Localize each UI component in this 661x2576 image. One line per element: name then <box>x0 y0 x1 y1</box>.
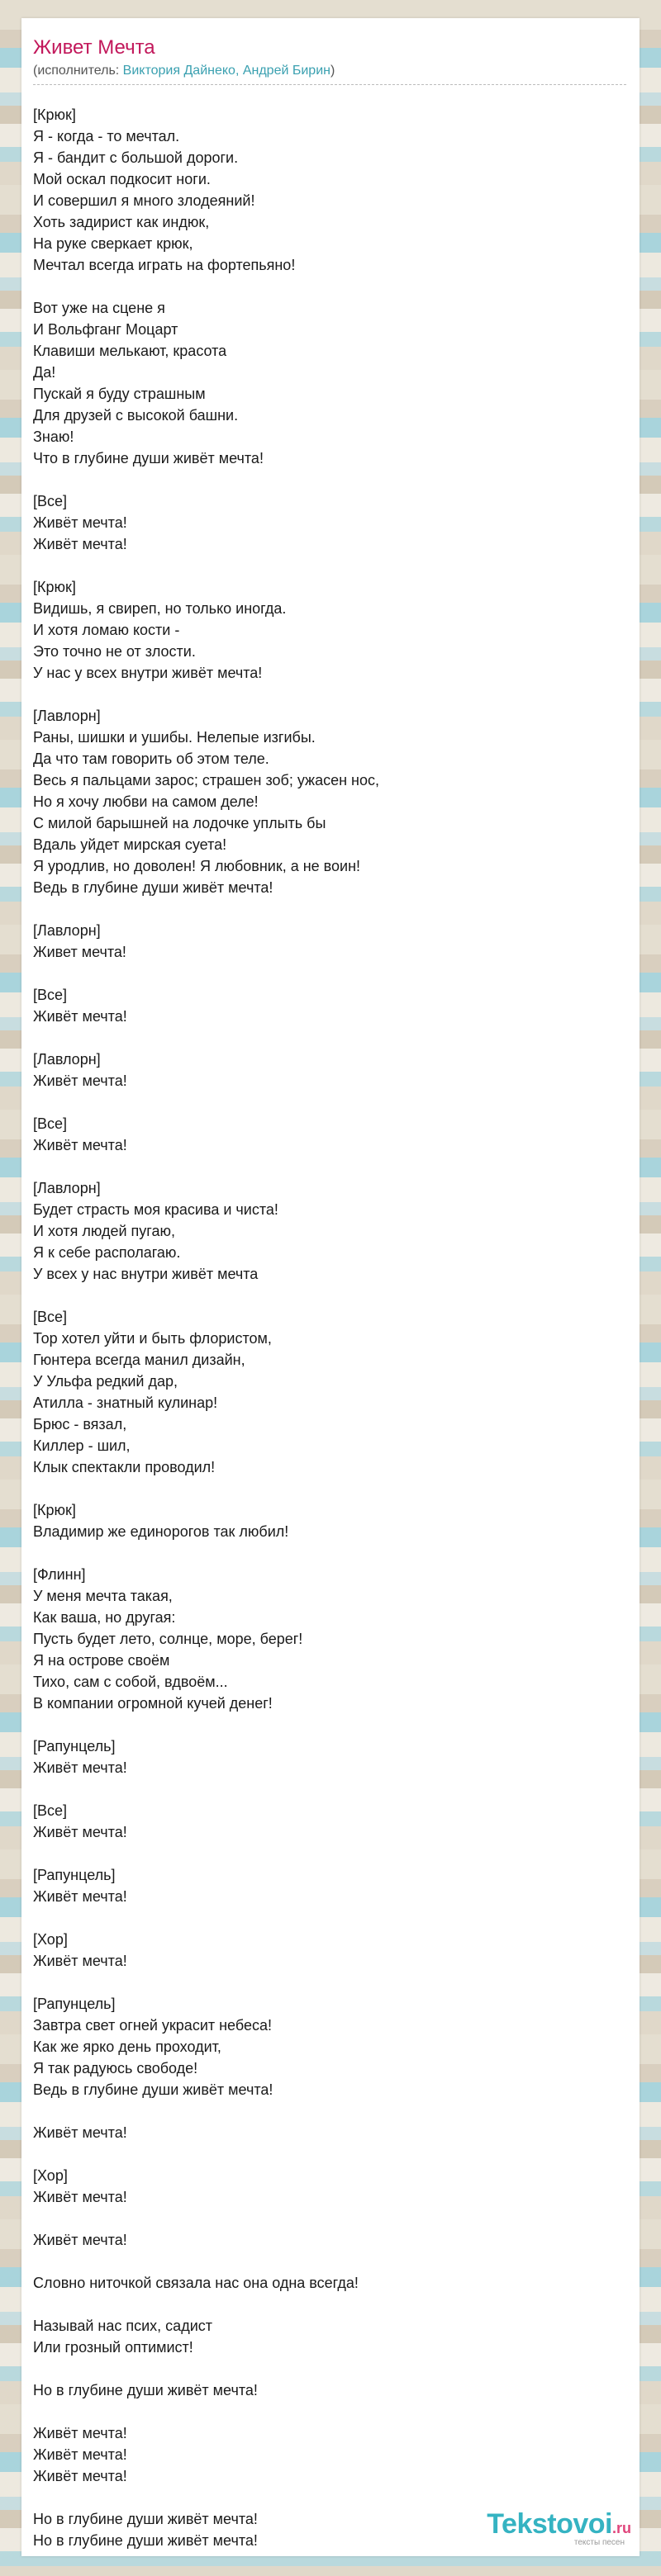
lyric-line: Но в глубине души живёт мечта! <box>33 2532 258 2549</box>
singer-tag: [Лавлорн] <box>33 922 101 939</box>
lyric-line: Но в глубине души живёт мечта! <box>33 2382 258 2398</box>
lyric-stanza <box>33 1499 626 1542</box>
performer-prefix: (исполнитель: <box>33 64 123 78</box>
lyric-line: Это точно не от злости. <box>33 643 196 660</box>
lyric-stanza <box>33 1735 626 1778</box>
lyric-stanza <box>33 2272 626 2294</box>
lyric-line: Хоть задирист как индюк, <box>33 214 210 230</box>
lyric-line: Вдаль уйдет мирская суета! <box>33 836 227 853</box>
lyric-line: Живёт мечта! <box>33 1759 127 1776</box>
lyric-line: С милой барышней на лодочке уплыть бы <box>33 815 326 831</box>
singer-tag: [Рапунцель] <box>33 1996 116 2012</box>
lyric-line: Да что там говорить об этом теле. <box>33 751 269 767</box>
logo-domain: .ru <box>611 2520 631 2536</box>
singer-tag: [Хор] <box>33 2167 68 2184</box>
lyric-line: Я уродлив, но доволен! Я любовник, а не воин! <box>33 858 361 874</box>
lyric-line: Я на острове своём <box>33 1652 170 1669</box>
lyric-stanza <box>33 1864 626 1907</box>
lyric-stanza <box>33 705 626 898</box>
lyric-line: Знаю! <box>33 429 74 445</box>
lyrics-body <box>33 104 626 2573</box>
lyric-stanza <box>33 920 626 963</box>
song-title: Живет Мечта <box>33 36 155 59</box>
lyric-line: Я - бандит с большой дороги. <box>33 149 239 166</box>
singer-tag: [Крюк] <box>33 1502 76 1518</box>
lyric-line: Раны, шишки и ушибы. Нелепые изгибы. <box>33 729 316 746</box>
logo-tagline: тексты песен <box>573 2538 625 2547</box>
lyric-stanza <box>33 2165 626 2208</box>
lyric-line: Клык спектакли проводил! <box>33 1459 216 1475</box>
song-header <box>33 35 626 96</box>
lyric-stanza <box>33 2122 626 2143</box>
lyric-line: Киллер - шил, <box>33 1437 131 1454</box>
lyric-line: Мой оскал подкосит ноги. <box>33 171 211 187</box>
lyric-line: В компании огромной кучей денег! <box>33 1695 273 1712</box>
lyric-line: И Вольфганг Моцарт <box>33 321 178 338</box>
lyric-stanza <box>33 297 626 469</box>
lyric-stanza <box>33 1929 626 1972</box>
lyric-line: Но я хочу любви на самом деле! <box>33 793 259 810</box>
lyric-line: Мечтал всегда играть на фортепьяно! <box>33 257 296 273</box>
performer-suffix: ) <box>330 64 335 78</box>
singer-tag: [Лавлорн] <box>33 1051 101 1068</box>
singer-tag: [Лавлорн] <box>33 708 101 724</box>
lyric-line: Или грозный оптимист! <box>33 2339 193 2356</box>
singer-tag: [Рапунцель] <box>33 1738 116 1754</box>
lyric-line: Словно ниточкой связала нас она одна всегда! <box>33 2275 359 2291</box>
lyric-line: Живет мечта! <box>33 944 126 960</box>
lyric-stanza <box>33 1564 626 1714</box>
lyric-stanza <box>33 104 626 276</box>
lyric-line: У всех у нас внутри живёт мечта <box>33 1266 259 1282</box>
lyric-line: Живёт мечта! <box>33 1137 127 1153</box>
lyric-line: У меня мечта такая, <box>33 1588 173 1604</box>
singer-tag: [Крюк] <box>33 579 76 595</box>
lyric-line: Пускай я буду страшным <box>33 386 206 402</box>
lyric-line: Ведь в глубине души живёт мечта! <box>33 2081 273 2098</box>
lyric-line: У Ульфа редкий дар, <box>33 1373 178 1390</box>
singer-tag: [Все] <box>33 1115 68 1132</box>
logo-wordmark: Tekstovoi <box>487 2508 612 2540</box>
lyric-line: Пусть будет лето, солнце, море, берег! <box>33 1631 303 1647</box>
lyric-line: Ведь в глубине души живёт мечта! <box>33 879 273 896</box>
lyric-line: Тихо, сам с собой, вдвоём... <box>33 1674 228 1690</box>
lyric-line: Живёт мечта! <box>33 1008 127 1025</box>
lyric-line: Завтра свет огней украсит небеса! <box>33 2017 272 2034</box>
lyric-line: И хотя ломаю кости - <box>33 622 180 638</box>
lyric-stanza <box>33 2422 626 2487</box>
header-divider <box>33 84 626 85</box>
lyric-line: Живёт мечта! <box>33 2425 127 2441</box>
lyric-line: Живёт мечта! <box>33 2446 127 2463</box>
site-logo[interactable] <box>441 2510 631 2548</box>
lyric-stanza <box>33 2315 626 2358</box>
lyric-line: Живёт мечта! <box>33 1888 127 1905</box>
lyric-stanza <box>33 1113 626 1156</box>
lyric-line: Живёт мечта! <box>33 1953 127 1969</box>
singer-tag: [Все] <box>33 493 68 509</box>
singer-tag: [Все] <box>33 1309 68 1325</box>
lyric-line: Я к себе располагаю. <box>33 1244 181 1261</box>
lyric-line: У нас у всех внутри живёт мечта! <box>33 665 263 681</box>
singer-tag: [Крюк] <box>33 107 76 123</box>
lyric-stanza <box>33 576 626 684</box>
lyric-line: Будет страсть моя красива и чиста! <box>33 1201 278 1218</box>
lyric-stanza <box>33 1800 626 1843</box>
lyric-line: И хотя людей пугаю, <box>33 1223 175 1239</box>
lyric-stanza <box>33 1993 626 2100</box>
lyric-line: Гюнтера всегда манил дизайн, <box>33 1352 245 1368</box>
lyric-line: Что в глубине души живёт мечта! <box>33 450 264 466</box>
lyric-stanza <box>33 984 626 1027</box>
performer-line <box>33 63 626 79</box>
lyric-stanza <box>33 1177 626 1285</box>
lyric-line: Живёт мечта! <box>33 1073 127 1089</box>
singer-tag: [Лавлорн] <box>33 1180 101 1196</box>
lyric-line: На руке сверкает крюк, <box>33 235 193 252</box>
lyric-line: Но в глубине души живёт мечта! <box>33 2511 258 2527</box>
lyric-line: Как ваша, но другая: <box>33 1609 176 1626</box>
lyric-line: Вот уже на сцене я <box>33 300 165 316</box>
performer-link[interactable]: Виктория Дайнеко, Андрей Бирин <box>122 64 330 78</box>
lyric-line: Называй нас псих, садист <box>33 2318 212 2334</box>
lyric-line: Атилла - знатный кулинар! <box>33 1395 218 1411</box>
lyric-line: Я - когда - то мечтал. <box>33 128 180 144</box>
lyric-line: Живёт мечта! <box>33 2189 127 2205</box>
lyric-line: Клавиши мелькают, красота <box>33 343 227 359</box>
lyric-line: Брюс - вязал, <box>33 1416 127 1432</box>
lyric-stanza <box>33 1306 626 1478</box>
lyric-line: Живёт мечта! <box>33 2232 127 2248</box>
lyric-line: Живёт мечта! <box>33 1824 127 1840</box>
lyric-line: Я так радуюсь свободе! <box>33 2060 198 2076</box>
lyric-line: Владимир же единорогов так любил! <box>33 1523 289 1540</box>
lyric-line: Тор хотел уйти и быть флористом, <box>33 1330 272 1347</box>
page-sheet <box>21 18 640 2556</box>
singer-tag: [Флинн] <box>33 1566 86 1583</box>
lyric-line: Живёт мечта! <box>33 536 127 552</box>
lyric-stanza <box>33 490 626 555</box>
lyric-line: И совершил я много злодеяний! <box>33 192 255 209</box>
lyric-line: Живёт мечта! <box>33 2124 127 2141</box>
lyric-line: Да! <box>33 364 56 381</box>
singer-tag: [Рапунцель] <box>33 1867 116 1883</box>
lyric-stanza <box>33 1049 626 1091</box>
singer-tag: [Хор] <box>33 1931 68 1948</box>
lyric-line: Как же ярко день проходит, <box>33 2039 221 2055</box>
lyric-line: Видишь, я свиреп, но только иногда. <box>33 600 287 617</box>
lyric-stanza <box>33 2229 626 2251</box>
lyric-line: Для друзей с высокой башни. <box>33 407 239 424</box>
lyric-line: Живёт мечта! <box>33 2468 127 2484</box>
lyric-line: Весь я пальцами зарос; страшен зоб; ужасен нос, <box>33 772 380 788</box>
lyric-line: Живёт мечта! <box>33 514 127 531</box>
singer-tag: [Все] <box>33 987 68 1003</box>
singer-tag: [Все] <box>33 1802 68 1819</box>
lyric-stanza <box>33 2379 626 2401</box>
